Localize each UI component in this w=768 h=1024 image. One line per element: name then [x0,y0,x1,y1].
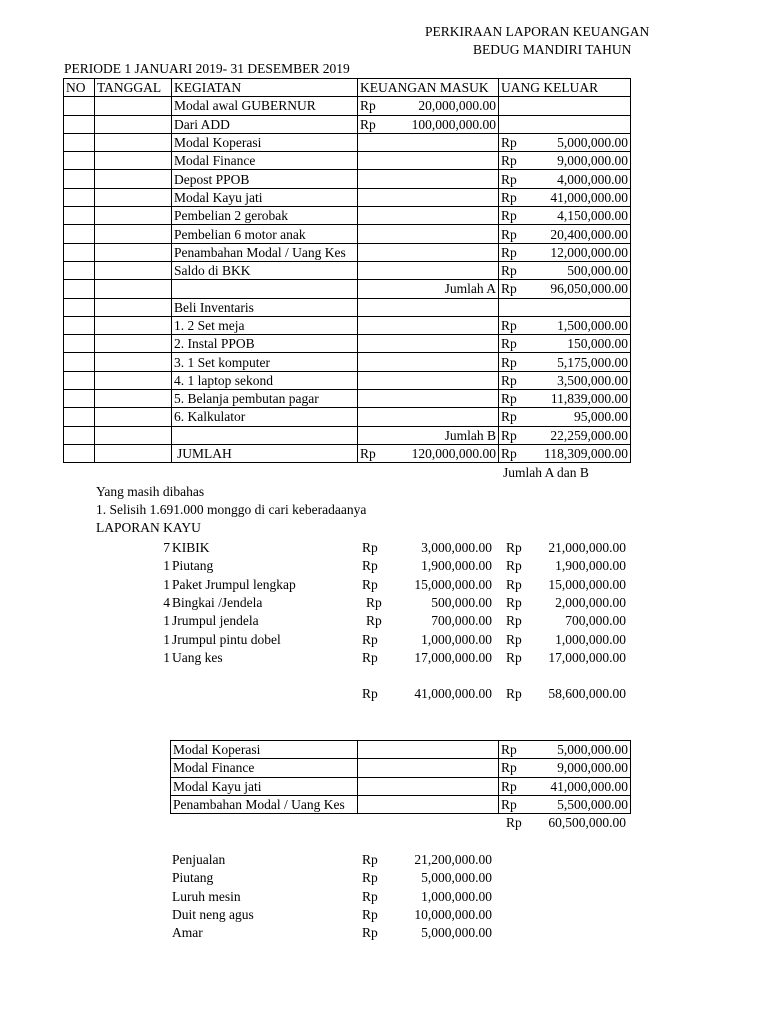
ledger-cell-no [64,152,95,170]
ledger-row [64,426,631,444]
ledger-row [64,97,631,115]
amount-value: 11,839,000.00 [550,391,628,407]
penjualan-rp: Rp [362,906,378,922]
ledger-cell-no [64,280,95,298]
kayu-item: Jrumpul jendela [172,613,259,629]
ledger-cell-tanggal [95,371,172,389]
ledger-cell-masuk [358,444,499,462]
ledger-cell-masuk [358,188,499,206]
ledger-cell-kegiatan: Modal Kayu jati [172,188,358,206]
ledger-cell-kegiatan [172,426,358,444]
penjualan-amount: 5,000,000.00 [421,925,492,941]
amount-value: 118,309,000.00 [544,446,628,462]
modal-row [171,795,631,813]
ledger-cell-kegiatan: Penambahan Modal / Uang Kes [172,243,358,261]
report-subtitle: BEDUG MANDIRI TAHUN [473,42,632,57]
ledger-row [64,243,631,261]
amount-value: 12,000,000.00 [550,244,628,260]
kayu-price: 15,000,000.00 [414,576,492,592]
kayu-item: Piutang [172,558,214,574]
ledger-cell-keluar [499,97,631,115]
ledger-cell-kegiatan: 5. Belanja pembutan pagar [172,390,358,408]
col-header-masuk: KEUANGAN MASUK [358,79,499,97]
kayu-item: Bingkai /Jendela [172,594,263,610]
ledger-cell-tanggal [95,207,172,225]
ledger-row [64,280,631,298]
notes-item: 1. Selisih 1.691.000 monggo di cari keberadaanya [96,502,367,517]
amount-value: Jumlah B [444,427,496,443]
currency-label: Rp [501,135,517,151]
ledger-cell-tanggal [95,133,172,151]
ledger-row [64,335,631,353]
currency-label: Rp [501,171,517,187]
ledger-cell-keluar [499,444,631,462]
currency-label: Rp [501,153,517,169]
ledger-cell-keluar [499,426,631,444]
kayu-rp2: Rp [506,594,522,610]
ledger-cell-masuk [358,133,499,151]
ledger-cell-kegiatan: 6. Kalkulator [172,408,358,426]
ledger-cell-tanggal [95,426,172,444]
amount-value: 3,500,000.00 [557,372,628,388]
ledger-cell-tanggal [95,225,172,243]
penjualan-rp: Rp [362,852,378,867]
currency-label: Rp [501,226,517,242]
kayu-item: Paket Jrumpul lengkap [172,576,296,592]
penjualan-label: Duit neng agus [172,906,254,922]
ledger-cell-no [64,316,95,334]
penjualan-amount: 10,000,000.00 [414,906,492,922]
ledger-row [64,316,631,334]
ledger-cell-keluar [499,316,631,334]
ledger-cell-masuk [358,280,499,298]
currency-label: Rp [501,336,517,352]
penjualan-rp: Rp [362,925,378,941]
ledger-cell-no [64,390,95,408]
kayu-item: Jrumpul pintu dobel [172,631,281,647]
currency-label: Rp [501,391,517,407]
ledger-cell-masuk [358,298,499,316]
kayu-rp2: Rp [506,558,522,574]
ledger-cell-no [64,115,95,133]
amount-value: 9,000,000.00 [557,760,628,776]
ledger-cell-keluar [499,371,631,389]
kayu-rp2: Rp [506,631,522,647]
currency-label: Rp [501,797,517,813]
amount-value: 5,000,000.00 [557,135,628,151]
kayu-rp1: Rp [362,576,378,592]
kayu-total: 1,000,000.00 [555,631,626,647]
ledger-cell-kegiatan: 4. 1 laptop sekond [172,371,358,389]
ledger-cell-tanggal [95,335,172,353]
kayu-sum-rp2: Rp [506,686,522,701]
ledger-cell-no [64,207,95,225]
ledger-cell-no [64,170,95,188]
kayu-qty: 1 [163,576,170,592]
modal-row [171,741,631,759]
ledger-cell-tanggal [95,316,172,334]
ledger-row [64,170,631,188]
kayu-total: 1,900,000.00 [555,558,626,574]
ledger-cell-keluar [499,408,631,426]
modal-empty-cell [358,777,499,795]
amount-value: 1,500,000.00 [557,318,628,333]
ledger-cell-keluar [499,353,631,371]
ledger-cell-no [64,243,95,261]
kayu-total: 2,000,000.00 [555,594,626,610]
ledger-cell-keluar [499,115,631,133]
ledger-cell-masuk [358,115,499,133]
ledger-cell-masuk [358,371,499,389]
kayu-item: KIBIK [172,540,210,555]
kayu-item: Uang kes [172,649,223,665]
modal-row [171,777,631,795]
kayu-price: 500,000.00 [431,594,492,610]
ledger-cell-tanggal [95,298,172,316]
ledger-cell-masuk [358,170,499,188]
kayu-rp1: Rp [362,558,378,574]
kayu-rp1: Rp [366,613,382,629]
ledger-cell-masuk [358,207,499,225]
ledger-cell-no [64,97,95,115]
ledger-cell-no [64,408,95,426]
notes-heading: Yang masih dibahas [96,484,205,499]
currency-label: Rp [501,208,517,224]
kayu-price: 1,900,000.00 [421,558,492,574]
penjualan-rp: Rp [362,870,378,886]
modal-label: Modal Koperasi [171,741,358,759]
ledger-cell-no [64,335,95,353]
modal-label: Modal Finance [171,759,358,777]
ledger-cell-kegiatan: Modal awal GUBERNUR [172,97,358,115]
ledger-row [64,152,631,170]
modal-total: 60,500,000.00 [548,815,626,830]
penjualan-amount: 1,000,000.00 [421,888,492,904]
ledger-cell-masuk [358,316,499,334]
ledger-cell-kegiatan [172,280,358,298]
ledger-cell-no [64,426,95,444]
ledger-row [64,207,631,225]
modal-amount-cell [499,777,631,795]
modal-amount-cell [499,795,631,813]
kayu-total: 17,000,000.00 [548,649,626,665]
kayu-price: 700,000.00 [431,613,492,629]
ledger-cell-keluar [499,170,631,188]
ledger-cell-kegiatan: 2. Instal PPOB [172,335,358,353]
ledger-cell-keluar [499,207,631,225]
ledger-cell-no [64,133,95,151]
kayu-sum-total: 58,600,000.00 [548,686,626,701]
ledger-cell-masuk [358,152,499,170]
penjualan-amount: 5,000,000.00 [421,870,492,886]
kayu-price: 3,000,000.00 [421,540,492,555]
ledger-cell-keluar [499,261,631,279]
ledger-cell-no [64,371,95,389]
currency-label: Rp [501,372,517,388]
currency-label: Rp [501,189,517,205]
amount-value: 9,000,000.00 [557,153,628,169]
currency-label: Rp [501,263,517,279]
kayu-rp1: Rp [362,631,378,647]
report-period: PERIODE 1 JANUARI 2019- 31 DESEMBER 2019 [64,61,350,76]
ledger-cell-kegiatan: Dari ADD [172,115,358,133]
col-header-no: NO [64,79,95,97]
ledger-cell-keluar [499,225,631,243]
penjualan-label: Piutang [172,870,214,886]
amount-value: 41,000,000.00 [550,778,628,794]
amount-value: 150,000.00 [567,336,628,352]
kayu-total: 700,000.00 [565,613,626,629]
ledger-cell-keluar [499,390,631,408]
amount-value: 20,400,000.00 [550,226,628,242]
ledger-row [64,408,631,426]
amount-value: 4,150,000.00 [557,208,628,224]
ledger-cell-kegiatan: Depost PPOB [172,170,358,188]
ledger-cell-masuk [358,261,499,279]
ledger-cell-masuk [358,426,499,444]
modal-row [171,759,631,777]
ledger-cell-tanggal [95,261,172,279]
currency-label: Rp [501,446,517,462]
kayu-qty: 1 [163,649,170,665]
penjualan-amount: 21,200,000.00 [414,852,492,867]
amount-value: 5,000,000.00 [557,742,628,758]
ledger-row [64,353,631,371]
kayu-price: 1,000,000.00 [421,631,492,647]
modal-empty-cell [358,795,499,813]
ledger-cell-kegiatan: Beli Inventaris [172,298,358,316]
kayu-total: 21,000,000.00 [548,540,626,555]
ledger-cell-keluar [499,298,631,316]
kayu-rp2: Rp [506,540,522,555]
ledger-row [64,225,631,243]
ledger-cell-keluar [499,152,631,170]
kayu-rp1: Rp [362,540,378,555]
kayu-rp1: Rp [362,649,378,665]
ledger-cell-kegiatan: Modal Koperasi [172,133,358,151]
ledger-cell-keluar [499,335,631,353]
ledger-cell-tanggal [95,408,172,426]
ledger-cell-masuk [358,243,499,261]
amount-value: 20,000,000.00 [418,98,496,114]
currency-label: Rp [501,354,517,370]
modal-total-rp: Rp [506,815,522,830]
col-header-keluar: UANG KELUAR [499,79,631,97]
modal-empty-cell [358,759,499,777]
ledger-row [64,390,631,408]
ledger-cell-no [64,225,95,243]
ledger-cell-keluar [499,243,631,261]
ledger-row [64,371,631,389]
ledger-cell-kegiatan: Saldo di BKK [172,261,358,279]
ledger-cell-kegiatan: 3. 1 Set komputer [172,353,358,371]
penjualan-label: Penjualan [172,852,226,867]
modal-amount-cell [499,741,631,759]
ledger-cell-tanggal [95,280,172,298]
penjualan-label: Luruh mesin [172,888,241,904]
ledger-cell-no [64,444,95,462]
ledger-cell-tanggal [95,97,172,115]
ledger-row [64,298,631,316]
currency-label: Rp [501,760,517,776]
kayu-rp2: Rp [506,613,522,629]
ledger-cell-kegiatan: JUMLAH [172,444,358,462]
kayu-qty: 1 [163,613,170,629]
ledger-cell-tanggal [95,353,172,371]
currency-label: Rp [360,116,376,132]
ledger-cell-tanggal [95,390,172,408]
amount-value: 96,050,000.00 [550,281,628,297]
kayu-qty: 1 [163,631,170,647]
ledger-row [64,261,631,279]
currency-label: Rp [501,778,517,794]
amount-value: 95,000.00 [574,409,628,425]
amount-value: 4,000,000.00 [557,171,628,187]
ledger-cell-masuk [358,335,499,353]
ledger-row [64,115,631,133]
ledger-cell-no [64,188,95,206]
currency-label: Rp [501,742,517,758]
kayu-price: 17,000,000.00 [414,649,492,665]
ledger-cell-masuk [358,390,499,408]
kayu-sum-price: 41,000,000.00 [414,686,492,701]
ledger-header-row [64,79,631,97]
modal-label: Penambahan Modal / Uang Kes [171,795,358,813]
amount-value: 120,000,000.00 [411,446,496,462]
ledger-cell-masuk [358,353,499,371]
ledger-cell-kegiatan: 1. 2 Set meja [172,316,358,334]
col-header-tanggal: TANGGAL [95,79,172,97]
kayu-sum-rp1: Rp [362,686,378,701]
modal-amount-cell [499,759,631,777]
col-header-kegiatan: KEGIATAN [172,79,358,97]
ledger-row [64,444,631,462]
ledger-cell-tanggal [95,170,172,188]
ledger-cell-keluar [499,133,631,151]
amount-value: 500,000.00 [567,263,628,279]
currency-label: Rp [501,409,517,425]
amount-value: 41,000,000.00 [550,189,628,205]
currency-label: Rp [501,318,517,333]
ledger-cell-keluar [499,188,631,206]
currency-label: Rp [360,98,376,114]
ledger-cell-tanggal [95,444,172,462]
kayu-total: 15,000,000.00 [548,576,626,592]
ledger-cell-tanggal [95,188,172,206]
ledger-cell-kegiatan: Pembelian 6 motor anak [172,225,358,243]
ledger-cell-tanggal [95,115,172,133]
currency-label: Rp [501,281,517,297]
amount-value: 5,175,000.00 [557,354,628,370]
ledger-cell-kegiatan: Pembelian 2 gerobak [172,207,358,225]
kayu-rp2: Rp [506,576,522,592]
ledger-cell-no [64,353,95,371]
ledger-row [64,188,631,206]
ledger-cell-tanggal [95,243,172,261]
ledger-cell-kegiatan: Modal Finance [172,152,358,170]
currency-label: Rp [501,244,517,260]
amount-value: 100,000,000.00 [411,116,496,132]
laporan-kayu-heading: LAPORAN KAYU [96,520,201,535]
ledger-cell-masuk [358,225,499,243]
ledger-cell-keluar [499,280,631,298]
currency-label: Rp [501,427,517,443]
kayu-rp2: Rp [506,649,522,665]
penjualan-label: Amar [172,925,203,941]
modal-label: Modal Kayu jati [171,777,358,795]
ledger-cell-no [64,298,95,316]
kayu-qty: 1 [163,558,170,574]
report-title: PERKIRAAN LAPORAN KEUANGAN [425,24,650,39]
ledger-row [64,133,631,151]
modal-table [170,740,631,814]
ledger-cell-no [64,261,95,279]
ledger-footnote: Jumlah A dan B [503,465,589,480]
penjualan-rp: Rp [362,888,378,904]
amount-value: 5,500,000.00 [557,797,628,813]
kayu-qty: 4 [163,594,170,610]
amount-value: Jumlah A [444,281,496,297]
ledger-cell-masuk [358,408,499,426]
modal-empty-cell [358,741,499,759]
amount-value: 22,259,000.00 [550,427,628,443]
currency-label: Rp [360,446,376,462]
ledger-cell-tanggal [95,152,172,170]
kayu-rp1: Rp [366,594,382,610]
ledger-table [63,78,631,463]
kayu-qty: 7 [163,540,170,555]
ledger-cell-masuk [358,97,499,115]
